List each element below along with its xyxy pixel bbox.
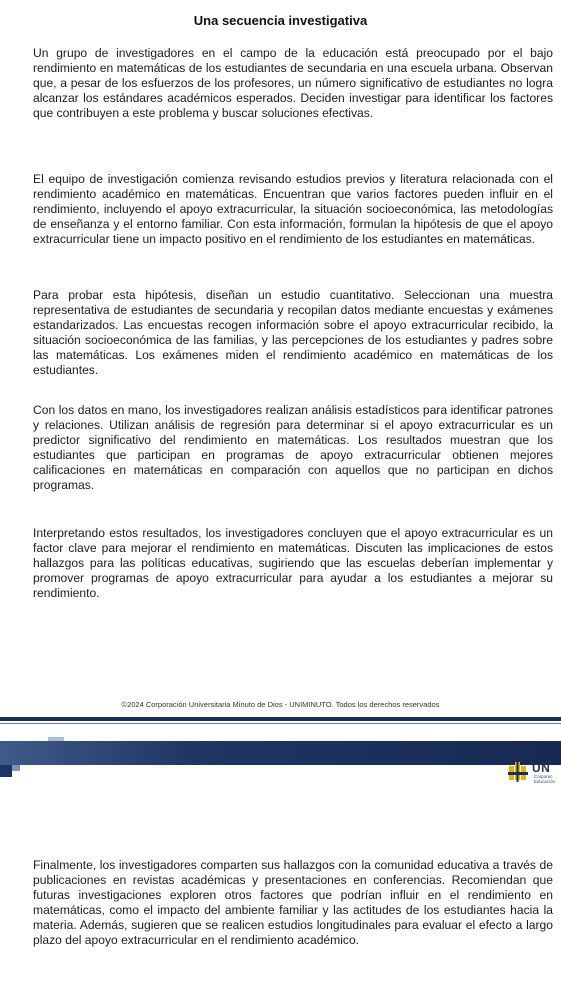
logo-subtitle-line-1: Corporac (534, 774, 553, 779)
logo-subtitle-line-2: Educación (534, 779, 556, 784)
document-title: Una secuencia investigativa (193, 13, 368, 28)
paragraph-2: El equipo de investigación comienza revisando estudios previos y literatura relacionada con el rendimiento académico en matemáticas. Encuentran que varios factores pueden influir en el rendimiento, incluyendo el apoyo extracurricular, la situación socioeconómica, las metodologías de enseñanza y el entorno familiar. Con esta información, formulan la hipótesis de que el apoyo extracurricular tiene un impacto positivo en el rendimiento de los estudiantes en matemáticas. (33, 172, 553, 246)
paragraph-4: Con los datos en mano, los investigadores realizan análisis estadísticos para identificar patrones y relaciones. Utilizan análisis de regresión para determinar si el apoyo extracurricular es un predictor significativo del rendimiento en matemáticas. Los resultados muestran que los estudiantes que participan en programas de apoyo extracurricular obtienen mejores calificaciones en matemáticas en comparación con aquellos que no participan en dichos programas. (33, 403, 553, 492)
header-band (0, 741, 561, 765)
uniminuto-logo (508, 760, 561, 784)
logo-emblem-icon (508, 760, 530, 782)
footer-divider-bar (0, 717, 561, 721)
paragraph-6: Finalmente, los investigadores comparten sus hallazgos con la comunidad educativa a través de publicaciones en revistas académicas y presentaciones en conferencias. Recomiendan que futuras investigaciones exploren otros factores que podrían influir en el rendimiento en matemáticas, como el impacto del ambiente familiar y las actitudes de los estudiantes hacia la materia. Además, sugieren que se realicen estudios longitudinales para evaluar el efecto a largo plazo del apoyo extracurricular en el rendimiento académico. (33, 858, 553, 947)
paragraph-3: Para probar esta hipótesis, diseñan un estudio cuantitativo. Seleccionan una muestra representativa de estudiantes de secundaria y recopilan datos mediante encuestas y exámenes estandarizados. Las encuestas recogen información sobre el apoyo extracurricular recibido, la situación socioeconómica de las familias, y las percepciones de los estudiantes y padres sobre las matemáticas. Los exámenes miden el rendimiento académico en matemáticas de los estudiantes. (33, 288, 553, 377)
paragraph-1: Un grupo de investigadores en el campo de la educación está preocupado por el bajo rendimiento en matemáticas de los estudiantes de secundaria en una escuela urbana. Observan que, a pesar de los esfuerzos de los profesores, un número significativo de estudiantes no logra alcanzar los estándares académicos esperados. Deciden investigar para identificar los factores que contribuyen a este problema y buscar soluciones efectivas. (33, 46, 553, 120)
logo-subtitle (534, 774, 555, 784)
copyright-footer: ©2024 Corporación Universitaria Minuto de Dios - UNIMINUTO. Todos los derechos reservados (121, 700, 440, 709)
logo-wordmark: UN (532, 761, 551, 775)
footer-divider-line (0, 723, 561, 724)
paragraph-5: Interpretando estos resultados, los investigadores concluyen que el apoyo extracurricular es un factor clave para mejorar el rendimiento en matemáticas. Discuten las implicaciones de estos hallazgos para las políticas educativas, sugiriendo que las escuelas deberían implementar y promover programas de apoyo extracurricular para ayudar a los estudiantes a mejorar su rendimiento. (33, 526, 553, 600)
